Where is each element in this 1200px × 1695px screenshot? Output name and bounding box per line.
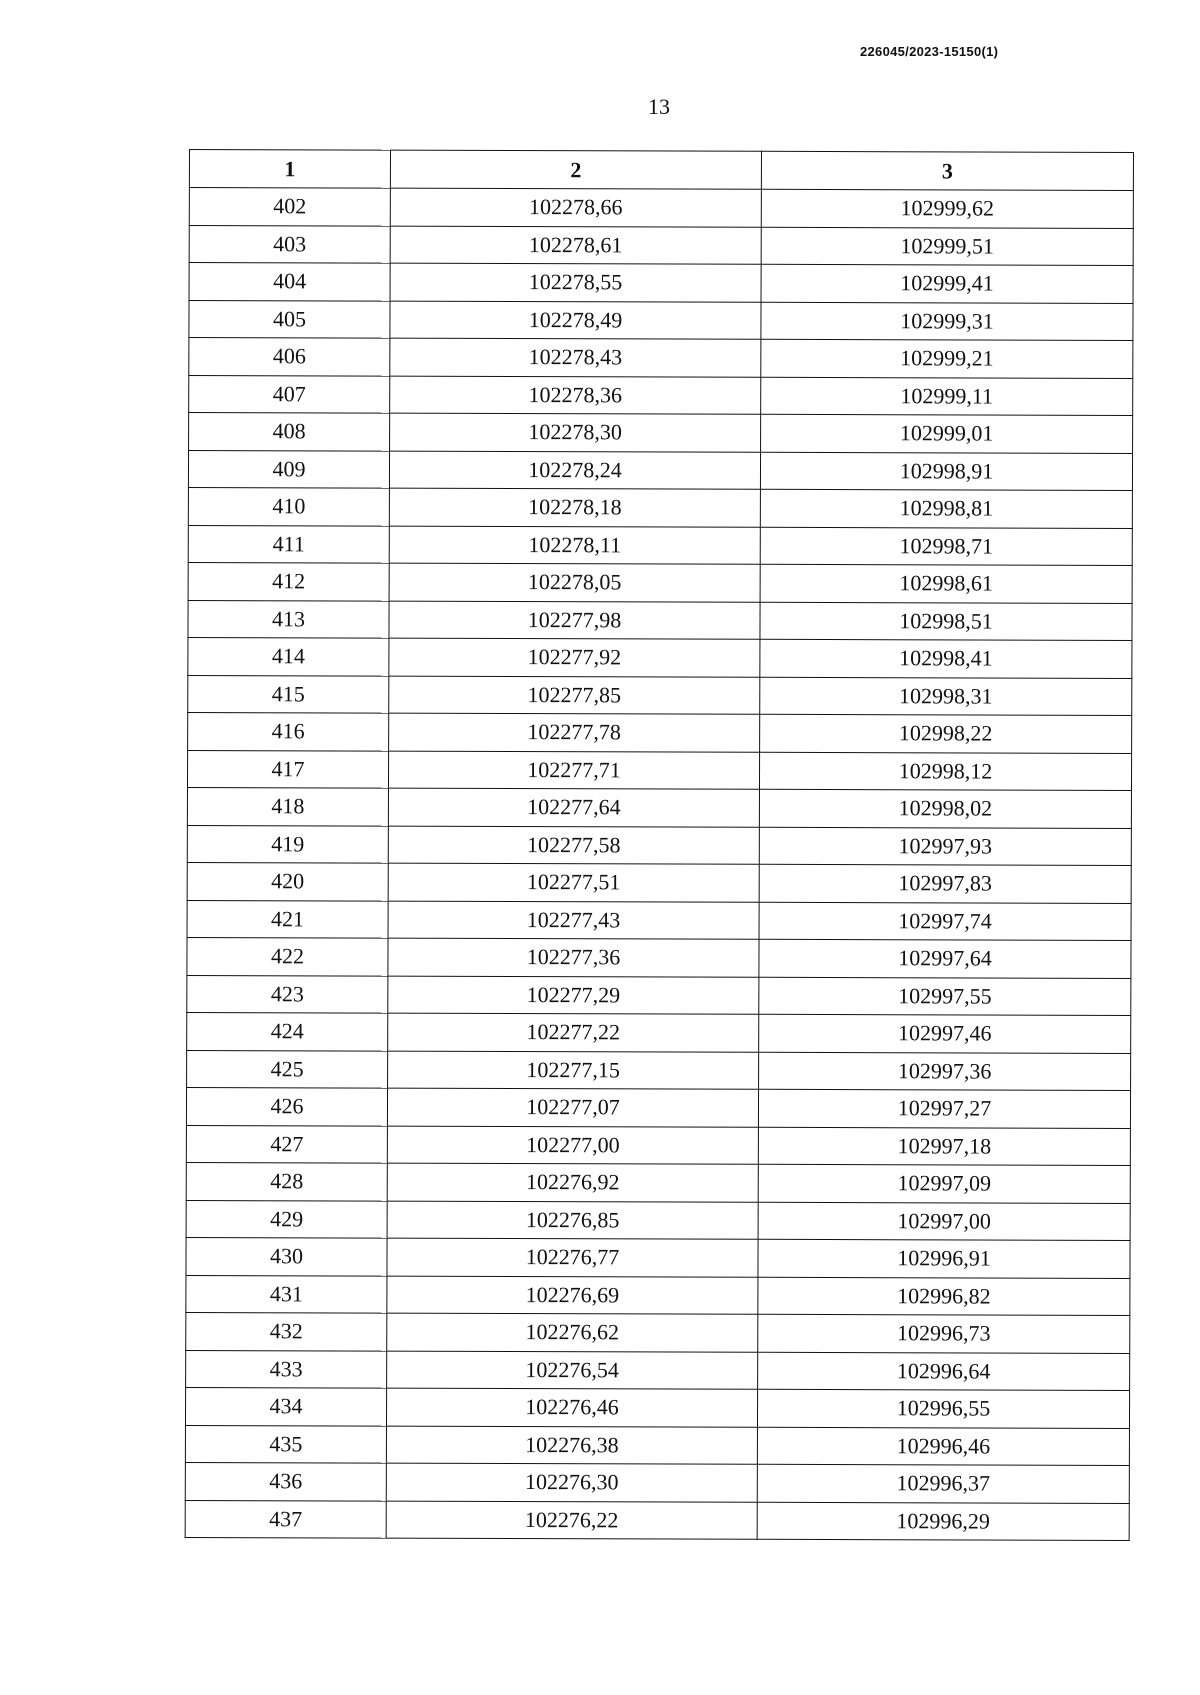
- coordinate-x-cell: 102278,36: [390, 376, 761, 415]
- table-row: [186, 1125, 1130, 1165]
- point-number-cell: 421: [187, 900, 388, 938]
- coordinate-y-cell: 102997,93: [759, 827, 1131, 866]
- point-number-cell: 414: [188, 637, 389, 675]
- point-number-cell: 403: [189, 225, 390, 263]
- point-number-cell: 413: [188, 600, 389, 638]
- coordinates-table: [185, 149, 1134, 1541]
- coordinate-x-cell: 102278,30: [390, 413, 761, 452]
- coordinate-x-cell: 102277,92: [389, 638, 760, 677]
- coordinate-x-cell: 102278,24: [389, 451, 760, 490]
- point-number-cell: 434: [185, 1387, 386, 1425]
- coordinate-x-cell: 102276,30: [386, 1463, 757, 1502]
- table-row: [185, 1425, 1129, 1465]
- coordinate-y-cell: 102998,31: [760, 677, 1132, 716]
- coordinate-y-cell: 102998,91: [760, 452, 1132, 491]
- table-row: [189, 263, 1133, 303]
- coordinate-y-cell: 102997,09: [758, 1164, 1130, 1203]
- point-number-cell: 412: [188, 562, 389, 600]
- coordinate-x-cell: 102277,71: [388, 751, 759, 790]
- coordinate-y-cell: 102999,31: [761, 302, 1133, 341]
- point-number-cell: 425: [187, 1050, 388, 1088]
- table-row: [187, 862, 1131, 902]
- table-row: [186, 1312, 1130, 1352]
- table-row: [186, 1275, 1130, 1315]
- table-row: [187, 825, 1131, 865]
- coordinate-x-cell: 102278,05: [389, 563, 760, 602]
- point-number-cell: 415: [188, 675, 389, 713]
- coordinate-y-cell: 102997,46: [759, 1014, 1131, 1053]
- table-row: [186, 1087, 1130, 1127]
- document-reference: 226045/2023-15150(1): [860, 44, 999, 59]
- coordinate-x-cell: 102276,69: [387, 1276, 758, 1315]
- coordinate-x-cell: 102278,11: [389, 526, 760, 565]
- coordinate-x-cell: 102276,77: [387, 1238, 758, 1277]
- table-header-row: [189, 150, 1133, 191]
- coordinate-x-cell: 102277,07: [387, 1088, 758, 1127]
- coordinate-y-cell: 102998,81: [760, 489, 1132, 528]
- point-number-cell: 417: [187, 750, 388, 788]
- coordinate-x-cell: 102277,00: [387, 1126, 758, 1165]
- coordinate-y-cell: 102997,74: [759, 902, 1131, 941]
- coordinate-y-cell: 102999,11: [761, 377, 1133, 416]
- table-row: [189, 338, 1133, 378]
- table-row: [186, 1237, 1130, 1277]
- coordinate-y-cell: 102997,83: [759, 864, 1131, 903]
- column-header-3: 3: [761, 151, 1133, 190]
- coordinate-y-cell: 102998,41: [760, 639, 1132, 678]
- point-number-cell: 411: [188, 525, 389, 563]
- coordinate-y-cell: 102998,51: [760, 602, 1132, 641]
- coordinate-x-cell: 102276,22: [386, 1501, 757, 1540]
- table-header: [189, 150, 1133, 191]
- table-row: [188, 525, 1132, 565]
- table-row: [187, 900, 1131, 940]
- table-row: [187, 937, 1131, 977]
- table-row: [189, 300, 1133, 340]
- table-row: [187, 1050, 1131, 1090]
- coordinate-y-cell: 102996,55: [757, 1389, 1129, 1428]
- point-number-cell: 431: [186, 1275, 387, 1313]
- coordinates-table-container: [185, 149, 1134, 1541]
- table-row: [189, 225, 1133, 265]
- table-row: [188, 562, 1132, 602]
- table-row: [188, 450, 1132, 490]
- coordinate-y-cell: 102998,61: [760, 564, 1132, 603]
- coordinate-y-cell: 102998,71: [760, 527, 1132, 566]
- point-number-cell: 423: [187, 975, 388, 1013]
- coordinate-x-cell: 102276,62: [387, 1313, 758, 1352]
- point-number-cell: 420: [187, 862, 388, 900]
- table-row: [185, 1462, 1129, 1502]
- coordinate-y-cell: 102999,21: [761, 339, 1133, 378]
- table-row: [189, 375, 1133, 415]
- point-number-cell: 426: [186, 1087, 387, 1125]
- coordinate-x-cell: 102277,64: [388, 788, 759, 827]
- coordinate-x-cell: 102277,43: [388, 901, 759, 940]
- point-number-cell: 428: [186, 1162, 387, 1200]
- coordinate-x-cell: 102277,58: [388, 826, 759, 865]
- coordinate-y-cell: 102999,41: [761, 264, 1133, 303]
- coordinate-y-cell: 102998,22: [760, 714, 1132, 753]
- coordinate-x-cell: 102278,61: [390, 226, 761, 265]
- point-number-cell: 424: [187, 1012, 388, 1050]
- coordinate-y-cell: 102998,02: [759, 789, 1131, 828]
- point-number-cell: 404: [189, 263, 390, 301]
- coordinate-y-cell: 102997,27: [758, 1089, 1130, 1128]
- coordinate-x-cell: 102276,46: [386, 1388, 757, 1427]
- table-row: [186, 1350, 1130, 1390]
- point-number-cell: 416: [188, 712, 389, 750]
- coordinate-y-cell: 102996,91: [758, 1239, 1130, 1278]
- point-number-cell: 408: [189, 413, 390, 451]
- table-row: [185, 1387, 1129, 1427]
- point-number-cell: 429: [186, 1200, 387, 1238]
- point-number-cell: 407: [189, 375, 390, 413]
- table-row: [187, 750, 1131, 790]
- coordinate-x-cell: 102276,54: [387, 1351, 758, 1390]
- point-number-cell: 436: [185, 1462, 386, 1500]
- coordinate-y-cell: 102996,37: [757, 1464, 1129, 1503]
- point-number-cell: 437: [185, 1500, 386, 1538]
- point-number-cell: 433: [186, 1350, 387, 1388]
- coordinate-x-cell: 102277,29: [388, 976, 759, 1015]
- coordinate-y-cell: 102996,46: [757, 1427, 1129, 1466]
- table-row: [188, 675, 1132, 715]
- coordinate-x-cell: 102278,66: [390, 188, 761, 227]
- coordinate-y-cell: 102999,51: [761, 227, 1133, 266]
- point-number-cell: 435: [185, 1425, 386, 1463]
- table-row: [188, 600, 1132, 640]
- coordinate-y-cell: 102997,00: [758, 1202, 1130, 1241]
- table-row: [188, 712, 1132, 752]
- page-number: 13: [648, 94, 670, 119]
- coordinate-x-cell: 102276,85: [387, 1201, 758, 1240]
- coordinate-y-cell: 102997,55: [759, 977, 1131, 1016]
- coordinate-y-cell: 102996,73: [758, 1314, 1130, 1353]
- coordinate-y-cell: 102999,01: [761, 414, 1133, 453]
- coordinate-x-cell: 102277,78: [389, 713, 760, 752]
- table-row: [189, 413, 1133, 453]
- table-row: [187, 1012, 1131, 1052]
- point-number-cell: 427: [186, 1125, 387, 1163]
- coordinate-y-cell: 102996,82: [758, 1277, 1130, 1316]
- point-number-cell: 422: [187, 937, 388, 975]
- coordinate-y-cell: 102999,62: [761, 189, 1133, 228]
- coordinate-x-cell: 102277,85: [389, 676, 760, 715]
- coordinate-x-cell: 102276,38: [386, 1426, 757, 1465]
- table-row: [186, 1162, 1130, 1202]
- table-row: [189, 188, 1133, 228]
- table-row: [188, 637, 1132, 677]
- table-row: [185, 1500, 1129, 1540]
- point-number-cell: 418: [187, 787, 388, 825]
- coordinate-x-cell: 102278,55: [390, 263, 761, 302]
- coordinate-x-cell: 102278,49: [390, 301, 761, 340]
- column-header-1: 1: [189, 150, 390, 189]
- point-number-cell: 432: [186, 1312, 387, 1350]
- table-body: [185, 188, 1133, 1541]
- point-number-cell: 430: [186, 1237, 387, 1275]
- point-number-cell: 419: [187, 825, 388, 863]
- coordinate-x-cell: 102276,92: [387, 1163, 758, 1202]
- table-row: [186, 1200, 1130, 1240]
- coordinate-y-cell: 102996,29: [757, 1502, 1129, 1541]
- coordinate-x-cell: 102277,51: [388, 863, 759, 902]
- coordinate-y-cell: 102996,64: [758, 1352, 1130, 1391]
- coordinate-x-cell: 102277,98: [389, 601, 760, 640]
- coordinate-x-cell: 102278,43: [390, 338, 761, 377]
- point-number-cell: 406: [189, 338, 390, 376]
- point-number-cell: 402: [189, 188, 390, 226]
- coordinate-y-cell: 102997,18: [758, 1127, 1130, 1166]
- coordinate-x-cell: 102277,36: [388, 938, 759, 977]
- point-number-cell: 405: [189, 300, 390, 338]
- coordinate-y-cell: 102997,36: [759, 1052, 1131, 1091]
- table-row: [187, 787, 1131, 827]
- table-row: [188, 487, 1132, 527]
- table-row: [187, 975, 1131, 1015]
- point-number-cell: 410: [188, 487, 389, 525]
- coordinate-x-cell: 102278,18: [389, 488, 760, 527]
- coordinate-y-cell: 102998,12: [759, 752, 1131, 791]
- coordinate-x-cell: 102277,22: [388, 1013, 759, 1052]
- coordinate-y-cell: 102997,64: [759, 939, 1131, 978]
- coordinate-x-cell: 102277,15: [388, 1051, 759, 1090]
- point-number-cell: 409: [188, 450, 389, 488]
- column-header-2: 2: [390, 150, 761, 189]
